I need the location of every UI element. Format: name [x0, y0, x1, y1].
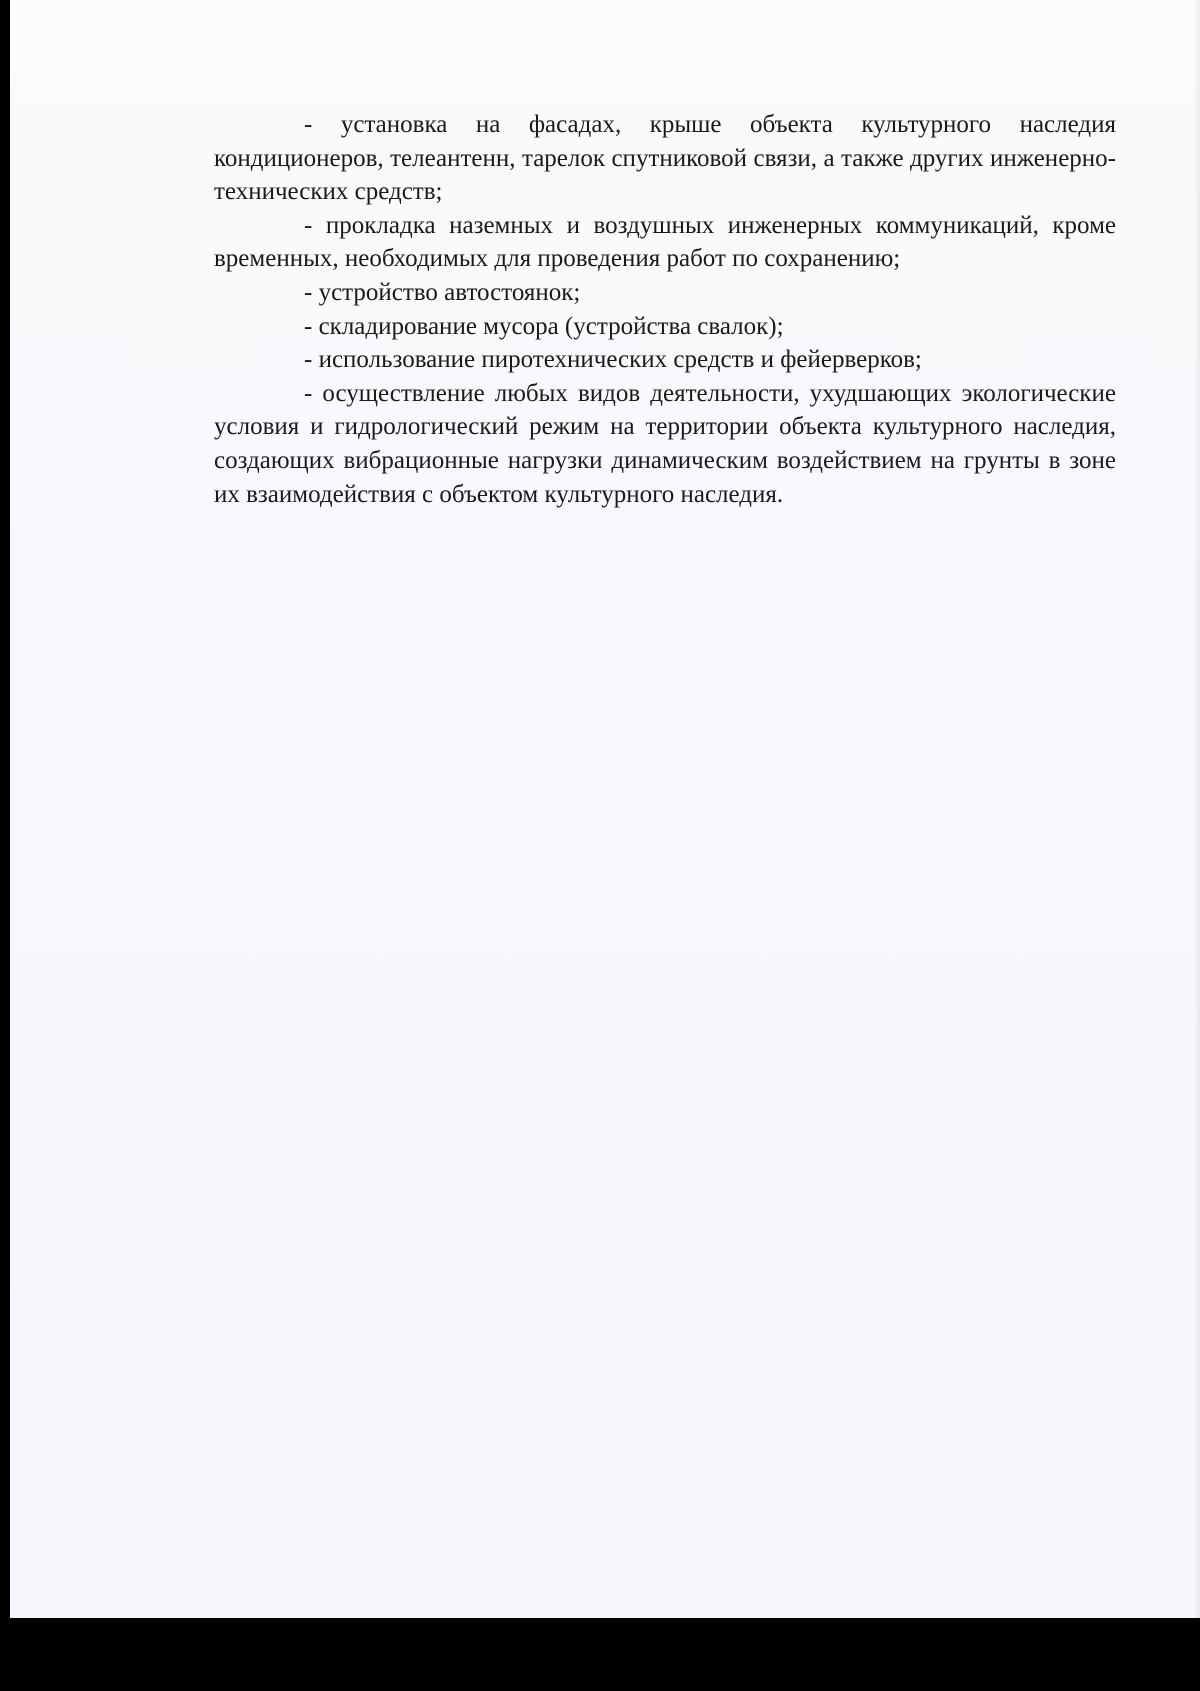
- list-item-parking: - устройство автостоянок;: [304, 278, 581, 306]
- scan-border-bottom: [0, 1618, 1200, 1691]
- list-item-facade-equipment: - установка на фасадах, крыше объекта культурного наследия кондиционеров, телеантенн, тарелок спутниковой связи, а также других инженерно-технических средств;: [214, 111, 1116, 206]
- document-body: [214, 108, 1116, 511]
- page-edge-shadow: [1194, 0, 1200, 1618]
- list-item-pyrotechnics: - использование пиротехнических средств и фейерверков;: [304, 346, 922, 374]
- list-item-harmful-activities: - осуществление любых видов деятельности, ухудшающих экологические условия и гидрологический режим на территории объекта культурного наследия, создающих вибрационные нагрузки динамическим воздействием на грунты в зоне их взаимодействия с объектом культурного наследия.: [214, 379, 1116, 508]
- document-page: [10, 0, 1200, 1618]
- list-item-utility-lines: - прокладка наземных и воздушных инженерных коммуникаций, кроме временных, необходимых для проведения работ по сохранению;: [214, 211, 1116, 273]
- list-item-waste-storage: - складирование мусора (устройства свалок);: [304, 312, 784, 340]
